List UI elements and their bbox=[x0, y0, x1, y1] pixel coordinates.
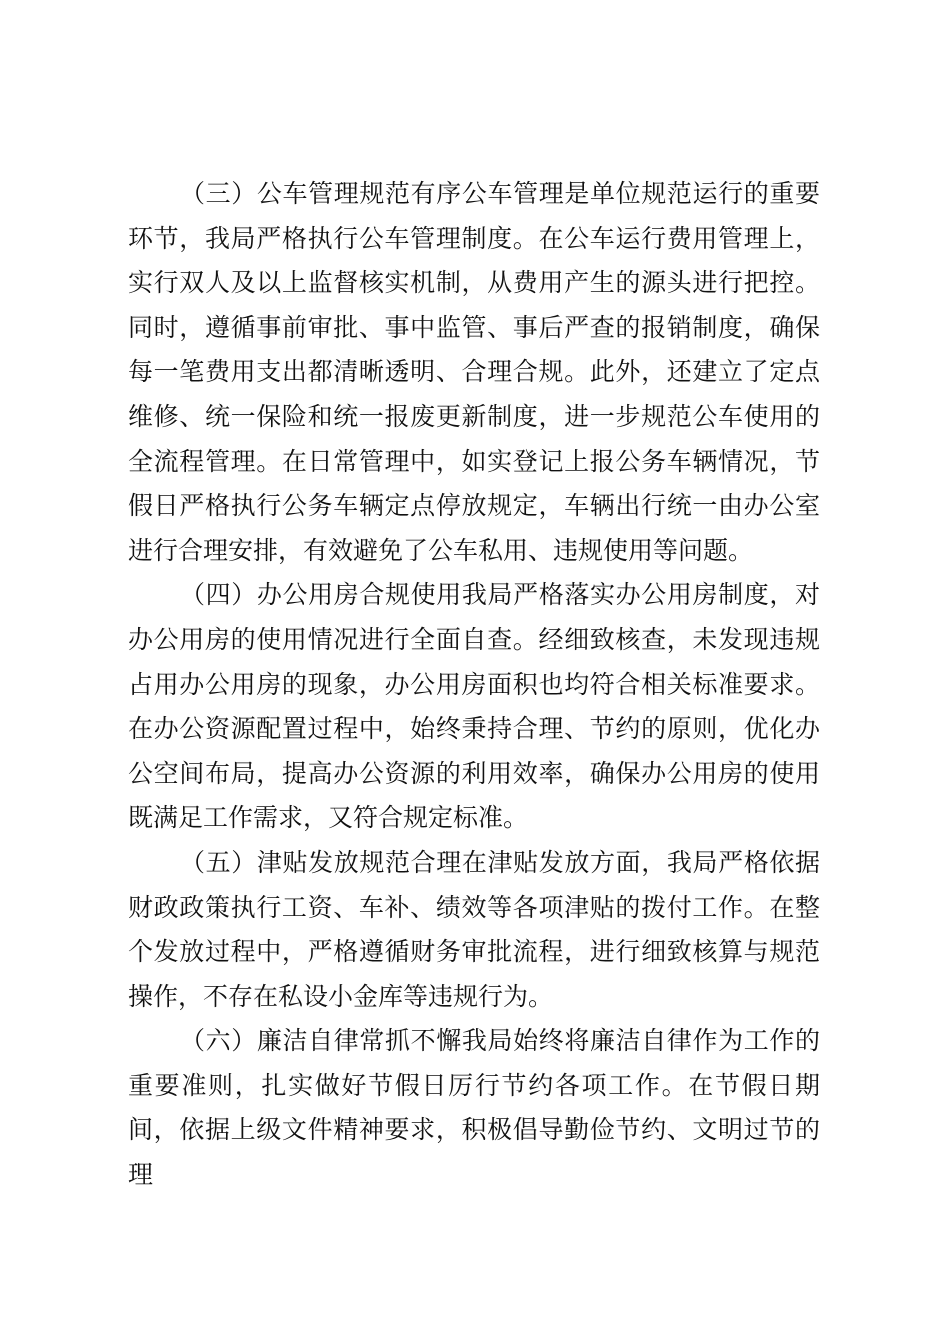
paragraph-official-vehicle-management: （三）公车管理规范有序公车管理是单位规范运行的重要环节，我局严格执行公车管理制度。在公车运行费用管理上，实行双人及以上监督核实机制，从费用产生的源头进行把控。同时，遵循事前审批、事中监管、事后严查的报销制度，确保每一笔费用支出都清晰透明、合理合规。此外，还建立了定点维修、统一保险和统一报废更新制度，进一步规范公车使用的全流程管理。在日常管理中，如实登记上报公务车辆情况，节假日严格执行公务车辆定点停放规定，车辆出行统一由办公室进行合理安排，有效避免了公车私用、违规使用等问题。 bbox=[128, 179, 820, 565]
paragraph-office-space-usage: （四）办公用房合规使用我局严格落实办公用房制度，对办公用房的使用情况进行全面自查。经细致核查，未发现违规占用办公用房的现象，办公用房面积也均符合相关标准要求。在办公资源配置过程中，始终秉持合理、节约的原则，优化办公空间布局，提高办公资源的利用效率，确保办公用房的使用既满足工作需求，又符合规定标准。 bbox=[128, 580, 820, 833]
paragraph-integrity-self-discipline: （六）廉洁自律常抓不懈我局始终将廉洁自律作为工作的重要准则，扎实做好节假日厉行节约各项工作。在节假日期间，依据上级文件精神要求，积极倡导勤俭节约、文明过节的理 bbox=[128, 1026, 820, 1190]
paragraph-allowance-distribution: （五）津贴发放规范合理在津贴发放方面，我局严格依据财政政策执行工资、车补、绩效等各项津贴的拨付工作。在整个发放过程中，严格遵循财务审批流程，进行细致核算与规范操作，不存在私设小金库等违规行为。 bbox=[128, 847, 820, 1011]
document-body bbox=[128, 172, 820, 1198]
